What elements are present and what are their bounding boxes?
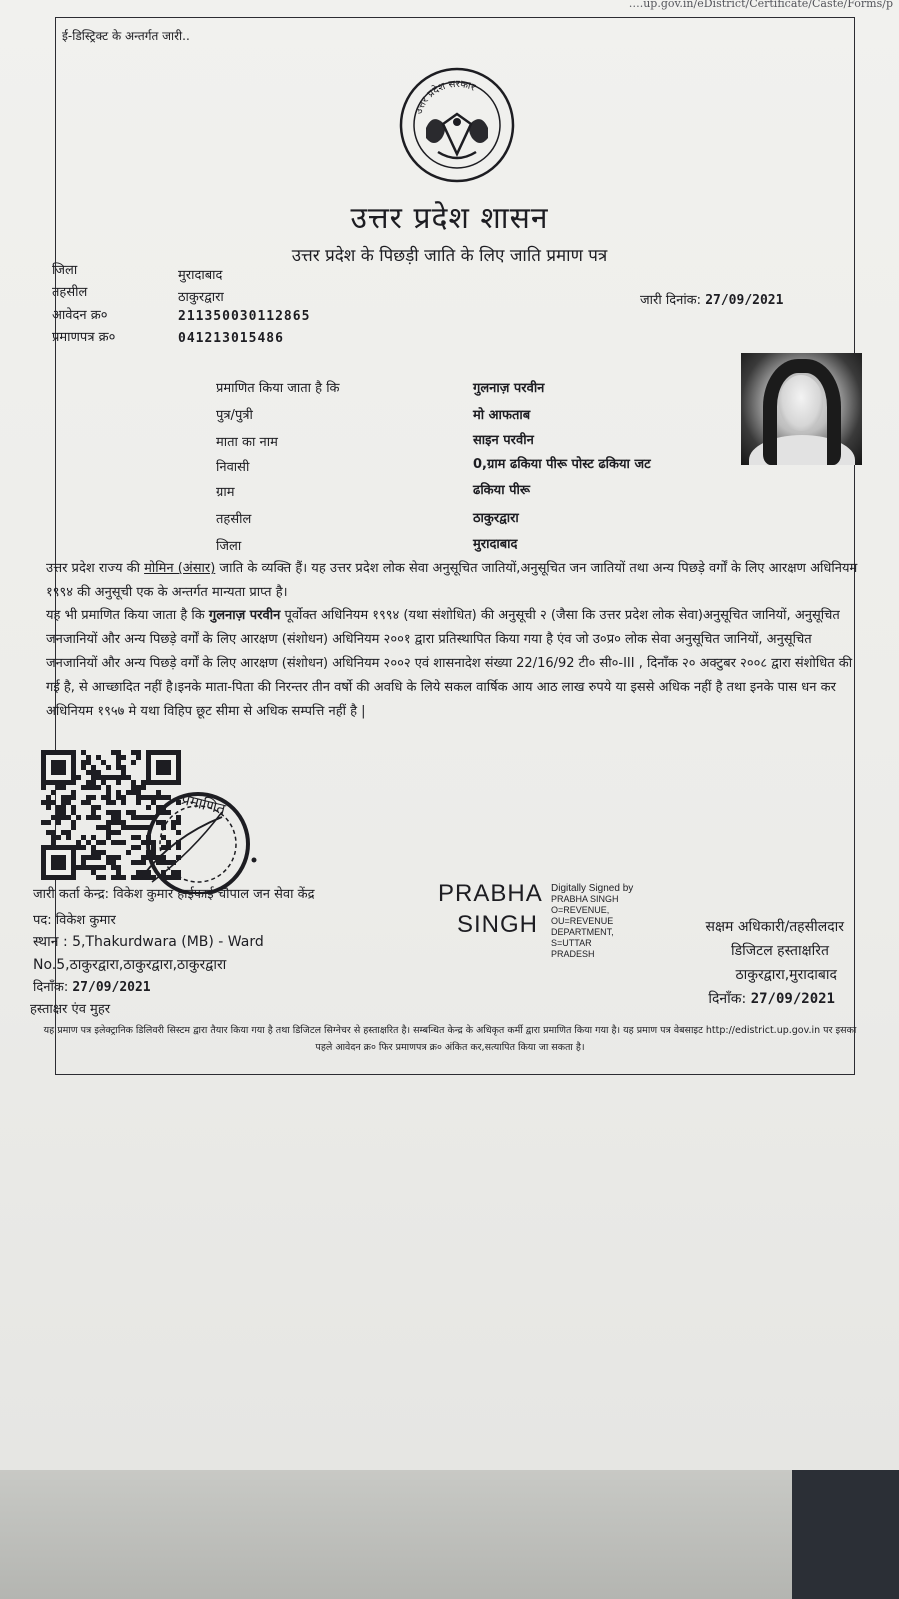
issuer-place-line1: स्थान : 5,Thakurdwara (MB) - Ward [33,934,264,950]
caste-name: मोमिन (अंसार) [144,561,216,576]
issue-date-label: जारी दिनांक: [640,293,702,308]
background-surface [0,1470,899,1599]
tehsil-value: ठाकुरद्वारा [178,290,224,305]
field-resident-label: निवासी [216,460,250,475]
application-number: 211350030112865 [178,309,311,324]
holder-name: गुलनाज़ परवीन [208,608,281,623]
issue-date [640,290,783,308]
applicant-photo [741,353,862,465]
footer-note: यह प्रमाण पत्र इलेक्ट्रानिक डिलिवरी सिस्टम द्वारा तैयार किया गया है तथा डिजिटल सिग्नेचर से हस्ताक्षरित है। सम्बन्धित केन्द्र के अधिकृत कर्मी द्वारा प्रमाणित किया गया है। यह प्रमाण पत्र वेबसाइट http://edistrict.up.gov.in पर इसका पहले आवेदन क्र० फिर प्रमाणपत्र क्र० अंकित कर,सत्यापित किया जा सकता है। [43,1025,857,1053]
field-tehsil-label: तहसील [216,512,252,527]
svg-text:प्रमाणित: प्रमाणित [179,790,228,819]
certificate-title: उत्तर प्रदेश शासन [350,201,549,236]
field-mother-value: साइन परवीन [473,433,534,448]
field-certified-label: प्रमाणित किया जाता है कि [216,381,340,396]
issuer-date: दिनाँक: 27/09/2021 [33,980,151,995]
certificate-no-label: प्रमाणपत्र क्र० [52,330,116,345]
district-label: जिला [52,263,78,278]
field-certified-value: गुलनाज़ परवीन [473,381,545,396]
authority-location: ठाकुरद्वारा,मुरादाबाद [735,967,837,983]
authority-date: दिनाँक: 27/09/2021 [708,991,835,1007]
sign-and-seal-label: हस्ताक्षर एंव मुहर [30,1002,111,1017]
issue-date-value: 27/09/2021 [705,293,784,308]
tehsil-label: तहसील [52,285,88,300]
issuer-place-line2: No.5,ठाकुरद्वारा,ठाकुरद्वारा,ठाकुरद्वारा [33,957,227,973]
edistrict-note: ई-डिस्ट्रिक्ट के अन्तर्गत जारी.. [62,29,190,43]
field-parent-value: मो आफताब [473,408,531,423]
source-url: ….up.gov.in/eDistrict/Certificate/Caste/Forms/p [628,0,893,10]
field-village-label: ग्राम [216,485,235,500]
svg-text:उत्तर प्रदेश सरकार: उत्तर प्रदेश सरकार [413,78,477,116]
field-district-label: जिला [216,539,242,554]
office-stamp [122,782,260,894]
field-district-value: मुरादाबाद [473,537,518,552]
certificate-subtitle: उत्तर प्रदेश के पिछड़ी जाति के लिए जाति प्रमाण पत्र [291,246,608,266]
issuer-post: पद: विकेश कुमार [33,913,116,928]
field-resident-value: 0,ग्राम ढकिया पीरू पोस्ट ढकिया जट [473,457,651,472]
up-emblem-icon [398,66,516,184]
signer-name-line2: SINGH [457,911,539,938]
application-label: आवेदन क्र० [52,308,108,323]
certificate-number: 041213015486 [178,331,284,346]
digital-signature-details: Digitally Signed by PRABHA SINGH O=REVENUE, OU=REVENUE DEPARTMENT, S=UTTAR PRADESH [551,883,634,959]
authority-title: सक्षम अधिकारी/तहसीलदार [705,919,844,935]
caste-paragraph: उत्तर प्रदेश राज्य की मोमिन (अंसार) जाति के व्यक्ति हैं। यह उत्तर प्रदेश लोक सेवा अनुसूचित जातियों,अनुसूचित जन जातियों तथा अन्य पिछड़े वर्गों के लिए आरक्षण अधिनियम १९९४ की अनुसूची एक के अन्तर्गत मान्यता प्राप्त है। [46,561,858,600]
certification-paragraph: यह भी प्रमाणित किया जाता है कि गुलनाज़ परवीन पूर्वोक्त अधिनियम १९९४ (यथा संशोधित) की अनुसूची २ (जैसा कि उत्तर प्रदेश लोक सेवा)अनुसूचित जानियों, अनुसूचित जनजानियों और अन्य पिछड़े वर्गों के लिए आरक्षण (संशोधन) अधिनियम २००१ द्वारा प्रतिस्थापित किया गया है एंव जो उ०प्र० लोक सेवा अनुसूचित जानियों, अनुसूचित जनजानियों और अन्य पिछड़े वर्गों के लिए आरक्षण (संशोधन) अधिनियम २००२ एवं शासनादेश संख्या 22/16/92 टी० सी०-III , दिनाँक २० अक्टुबर २००८ द्वारा संशोधित की गई है, से आच्छादित नहीं है।इनके माता-पिता की निरन्तर तीन वर्षो की अवधि के लिये सकल वार्षिक आय आठ लाख रुपये या इससे अधिक नहीं है तथा इनके पास धन कर अधिनियम १९५७ मे यथा विहिप छूट सीमा से अधिक सम्पत्ति नहीं है | [46,608,853,719]
issuing-center: जारी कर्ता केन्द्र: विकेश कुमार हाईफाई चौपाल जन सेवा केंद्र [33,887,315,902]
field-village-value: ढकिया पीरू [473,483,530,498]
background-object [792,1470,899,1599]
field-mother-label: माता का नाम [216,435,278,450]
field-tehsil-value: ठाकुरद्वारा [473,511,519,526]
signer-name-line1: PRABHA [438,880,543,907]
field-parent-label: पुत्र/पुत्री [216,408,253,423]
authority-digital-signed: डिजिटल हस्ताक्षरित [731,943,829,959]
district-value: मुरादाबाद [178,268,223,283]
